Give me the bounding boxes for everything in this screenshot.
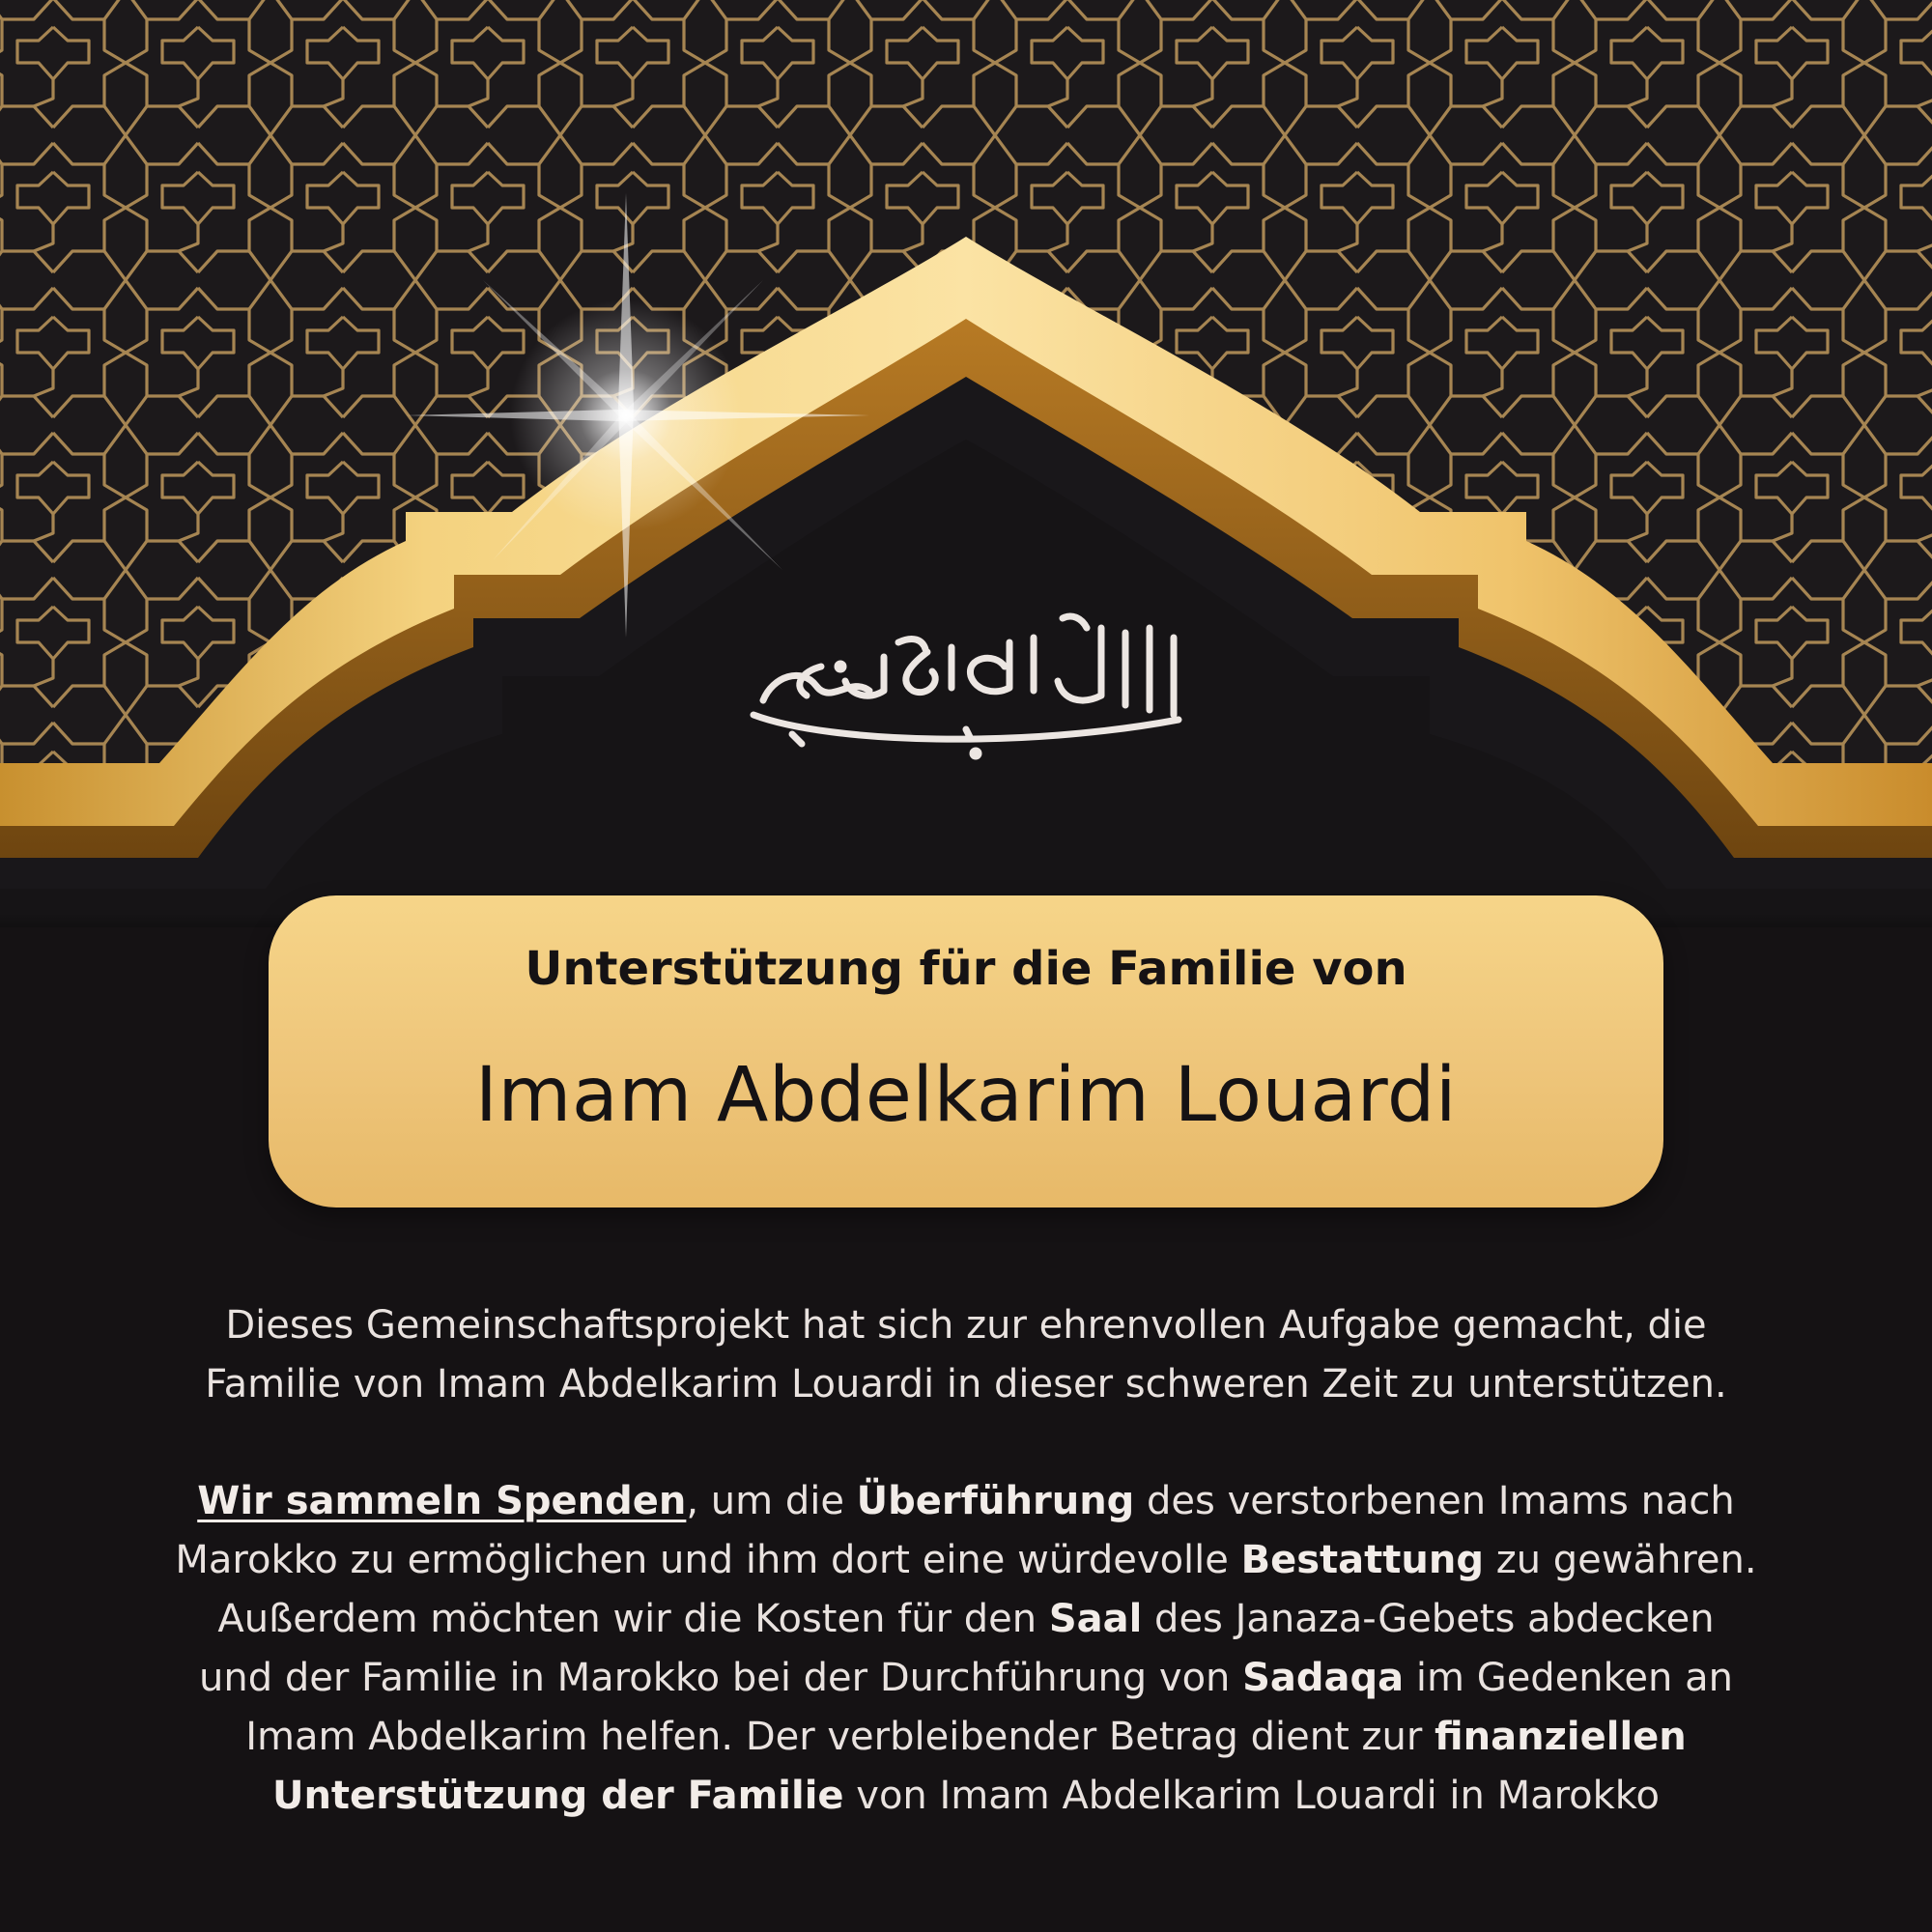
donation-paragraph xyxy=(77,1472,1855,1826)
card-subtitle: Unterstützung für die Familie von xyxy=(525,942,1407,996)
intro-line-1: Dieses Gemeinschaftsprojekt hat sich zur ehrenvollen Aufgabe gemacht, die xyxy=(225,1303,1707,1348)
text-segment: von Imam Abdelkarim Louardi in Marokko xyxy=(843,1774,1661,1818)
title-card xyxy=(269,895,1663,1208)
text-segment: des verstorbenen Imams nach xyxy=(1134,1479,1735,1523)
text-segment: des Janaza-Gebets abdecken xyxy=(1142,1597,1715,1641)
emphasis-sadaqa: Sadaqa xyxy=(1242,1656,1405,1700)
emphasis-hall: Saal xyxy=(1048,1597,1143,1641)
text-segment: Imam Abdelkarim helfen. Der verbleibender Betrag dient zur xyxy=(245,1715,1435,1759)
donation-callout: Wir sammeln Spenden xyxy=(197,1479,687,1523)
text-segment: , um die xyxy=(686,1479,857,1523)
text-segment: zu gewähren. xyxy=(1483,1538,1757,1582)
text-segment: Marokko zu ermöglichen und ihm dort eine würdevolle xyxy=(175,1538,1241,1582)
emphasis-transfer: Überführung xyxy=(856,1479,1135,1523)
card-title: Imam Abdelkarim Louardi xyxy=(474,1052,1458,1139)
text-segment: im Gedenken an xyxy=(1404,1656,1733,1700)
intro-paragraph xyxy=(77,1296,1855,1414)
emphasis-family-support: Unterstützung der Familie xyxy=(271,1774,844,1818)
emphasis-burial: Bestattung xyxy=(1240,1538,1484,1582)
text-segment: Außerdem möchten wir die Kosten für den xyxy=(217,1597,1049,1641)
intro-line-2: Familie von Imam Abdelkarim Louardi in dieser schweren Zeit zu unterstützen. xyxy=(205,1362,1727,1406)
text-segment: und der Familie in Marokko bei der Durchführung von xyxy=(199,1656,1243,1700)
emphasis-financial: finanziellen xyxy=(1435,1715,1687,1759)
